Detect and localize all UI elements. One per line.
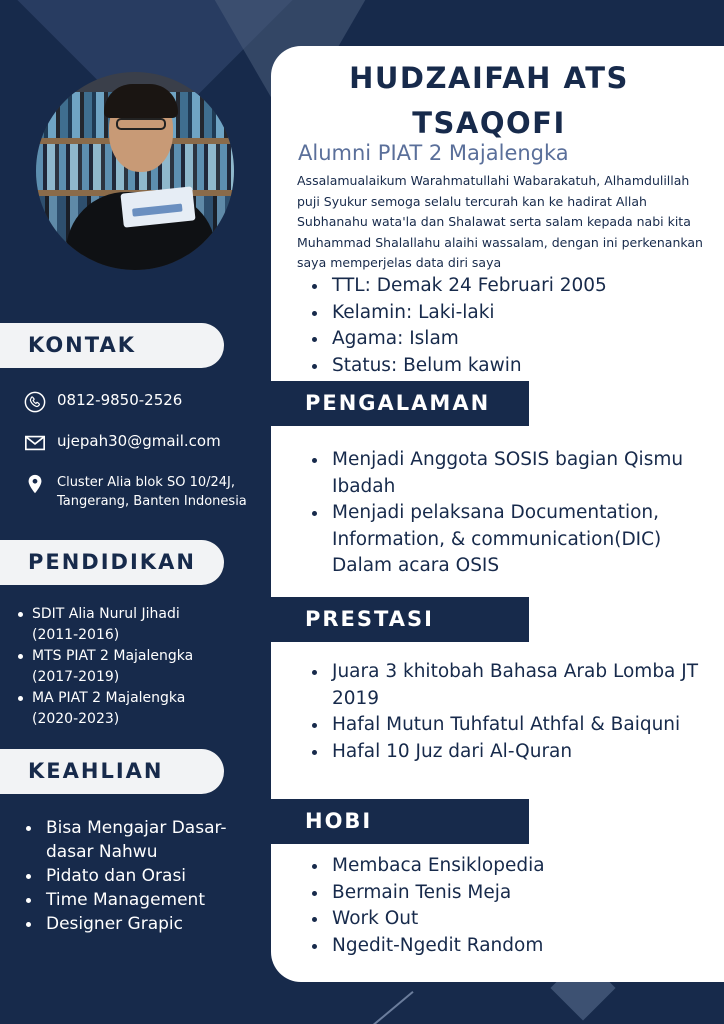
contact-phone xyxy=(24,391,182,413)
contact-address xyxy=(24,473,247,511)
education-list xyxy=(18,604,228,730)
list-item: Menjadi Anggota SOSIS bagian Qismu Ibadah xyxy=(312,447,702,500)
background-line xyxy=(366,991,413,1024)
phone-icon xyxy=(24,391,46,413)
list-item: Pidato dan Orasi xyxy=(26,864,236,888)
section-header-kontak: KONTAK xyxy=(0,323,224,368)
profile-name: HUDZAIFAH ATS TSAQOFI xyxy=(349,61,629,140)
section-header-prestasi: PRESTASI xyxy=(271,597,529,642)
address-line-2: Tangerang, Banten Indonesia xyxy=(57,494,247,509)
location-pin-icon xyxy=(24,473,46,495)
list-item: Juara 3 khitobah Bahasa Arab Lomba JT 2019 xyxy=(312,659,712,712)
intro-paragraph: Assalamualaikum Warahmatullahi Wabarakatuh, Alhamdulillah puji Syukur semoga selalu tercurah kan ke hadirat Allah Subhanahu wata'la dan Shalawat serta salam kepada nabi kita Muhammad Shalallahu alaihi wassalam, dengan ini perkenankan saya memperjelas data diri saya xyxy=(297,173,703,270)
glasses xyxy=(116,118,166,130)
address-line-1: Cluster Alia blok SO 10/24J, xyxy=(57,475,236,490)
list-item: Status: Belum kawin xyxy=(312,353,702,380)
list-item: Menjadi pelaksana Documentation, Information, & communication(DIC) Dalam acara OSIS xyxy=(312,500,702,580)
profile-photo xyxy=(36,72,234,270)
list-item: Kelamin: Laki-laki xyxy=(312,300,702,327)
list-item: MA PIAT 2 Majalengka (2020-2023) xyxy=(18,688,228,730)
list-item: SDIT Alia Nurul Jihadi (2011-2016) xyxy=(18,604,228,646)
list-item: Ngedit-Ngedit Random xyxy=(312,933,702,960)
hobbies-list xyxy=(312,853,702,959)
section-header-keahlian: KEAHLIAN xyxy=(0,749,224,794)
person-hair xyxy=(104,84,178,118)
phone-number: 0812-9850-2526 xyxy=(57,391,183,409)
list-item: Membaca Ensiklopedia xyxy=(312,853,702,880)
list-item: Agama: Islam xyxy=(312,326,702,353)
email-address: ujepah30@gmail.com xyxy=(57,432,221,450)
section-header-pendidikan: PENDIDIKAN xyxy=(0,540,224,585)
experience-list xyxy=(312,447,702,580)
certificate-strip xyxy=(132,203,183,216)
mail-icon xyxy=(24,432,46,454)
list-item: Bermain Tenis Meja xyxy=(312,880,702,907)
list-item: Designer Grapic xyxy=(26,912,236,936)
list-item: MTS PIAT 2 Majalengka (2017-2019) xyxy=(18,646,228,688)
skills-list xyxy=(26,816,236,936)
section-header-pengalaman: PENGALAMAN xyxy=(271,381,529,426)
list-item: Bisa Mengajar Dasar-dasar Nahwu xyxy=(26,816,236,864)
list-item: TTL: Demak 24 Februari 2005 xyxy=(312,273,702,300)
achievements-list xyxy=(312,659,712,765)
list-item: Hafal 10 Juz dari Al-Quran xyxy=(312,739,712,766)
address-text xyxy=(57,473,247,511)
section-header-hobi: HOBI xyxy=(271,799,529,844)
bio-list xyxy=(312,273,702,379)
profile-subtitle: Alumni PIAT 2 Majalengka xyxy=(298,141,569,165)
list-item: Time Management xyxy=(26,888,236,912)
list-item: Hafal Mutun Tuhfatul Athfal & Baiquni xyxy=(312,712,712,739)
contact-email xyxy=(24,432,221,454)
list-item: Work Out xyxy=(312,906,702,933)
